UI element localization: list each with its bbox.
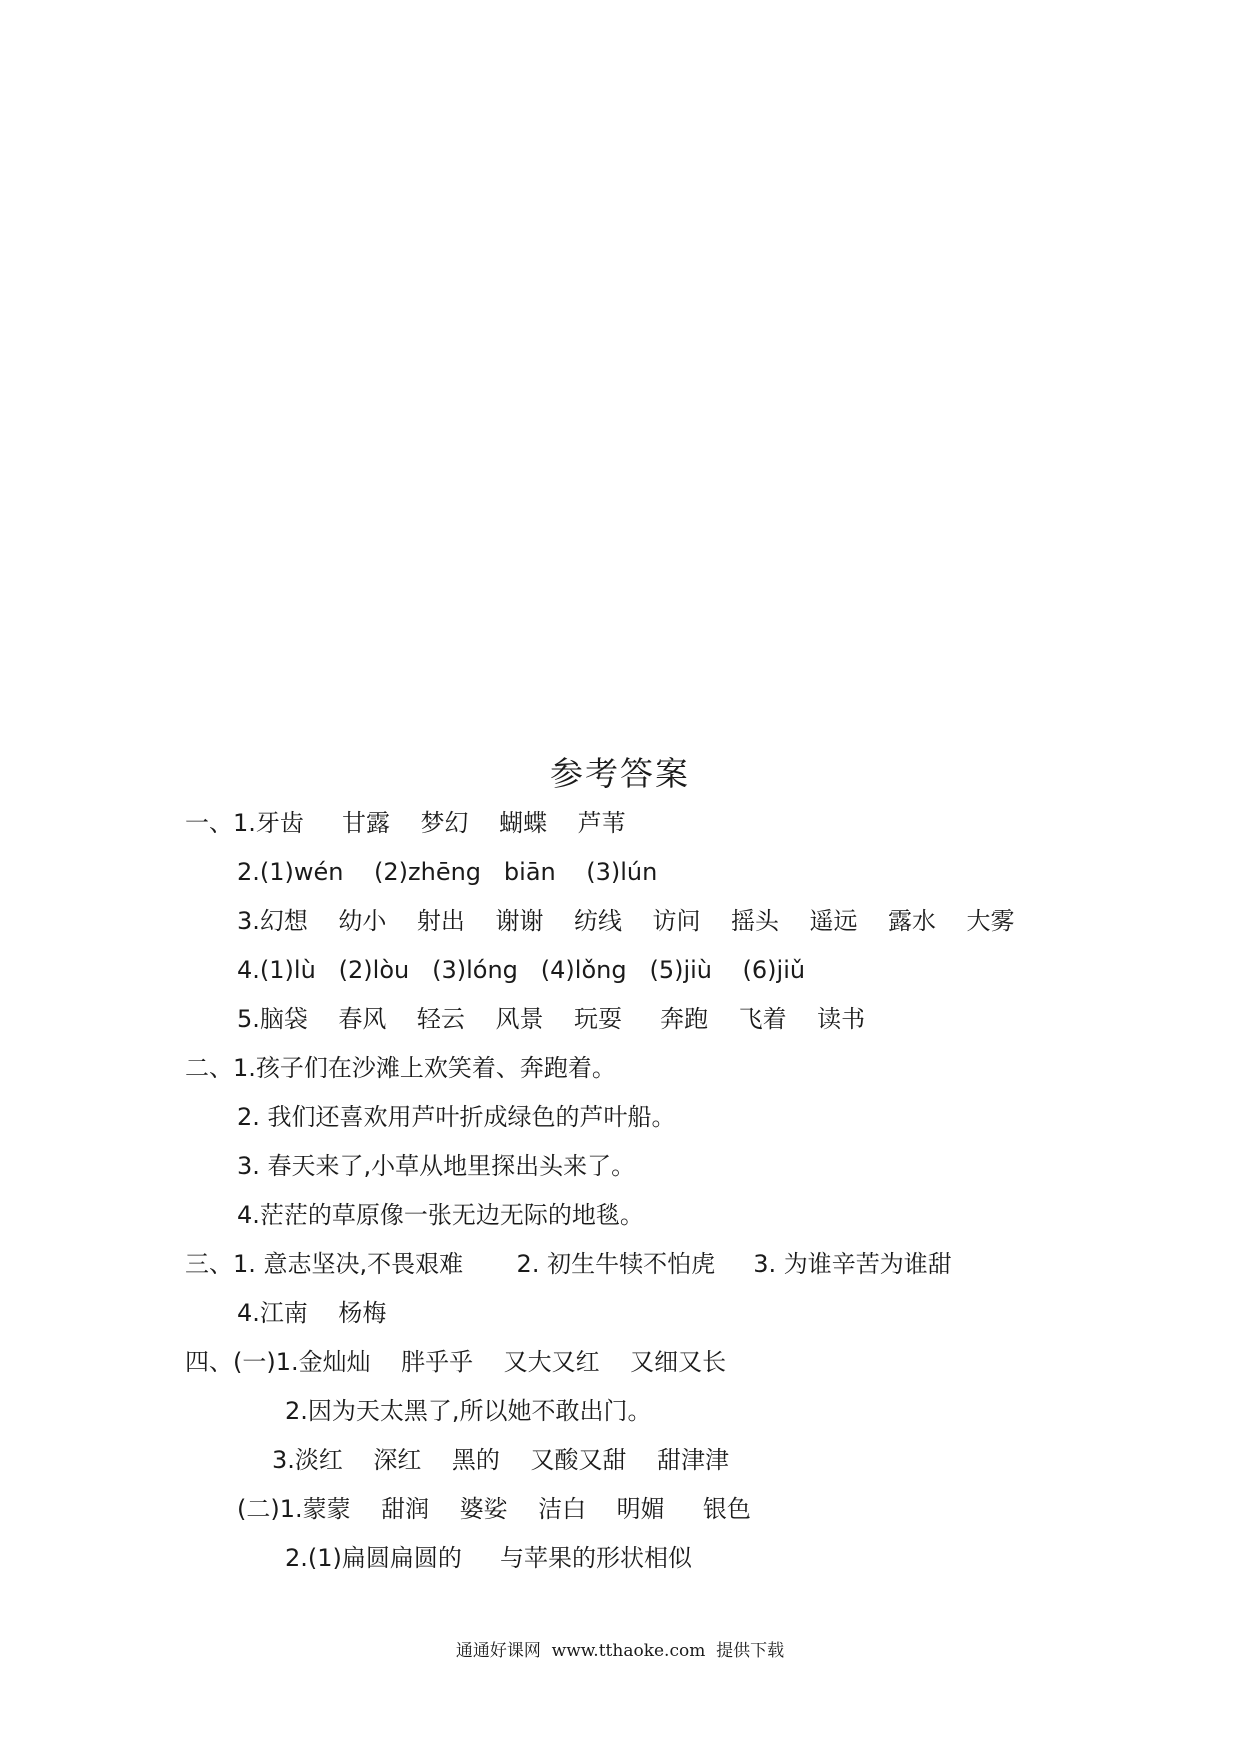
answer-line: 3.淡红 深红 黑的 又酸又甜 甜津津	[272, 1446, 729, 1474]
answer-line: 2.因为天太黑了,所以她不敢出门。	[285, 1397, 652, 1425]
answer-line: 一、1.牙齿 甘露 梦幻 蝴蝶 芦苇	[185, 809, 626, 837]
answer-line: 二、1.孩子们在沙滩上欢笑着、奔跑着。	[185, 1054, 616, 1082]
answer-line: 3.幻想 幼小 射出 谢谢 纺线 访问 摇头 遥远 露水 大雾	[237, 907, 1015, 935]
answer-line: 四、(一)1.金灿灿 胖乎乎 又大又红 又细又长	[185, 1348, 727, 1376]
page-title: 参考答案	[550, 754, 690, 793]
answer-line: 2. 我们还喜欢用芦叶折成绿色的芦叶船。	[237, 1103, 676, 1131]
answer-line: 4.江南 杨梅	[237, 1299, 387, 1327]
answer-line: 三、1. 意志坚决,不畏艰难 2. 初生牛犊不怕虎 3. 为谁辛苦为谁甜	[185, 1250, 952, 1278]
download-footer: 通通好课网 www.tthaoke.com 提供下载	[455, 1641, 785, 1661]
answer-line: 4.(1)lù (2)lòu (3)lóng (4)lǒng (5)jiù (6)jiǔ	[237, 956, 806, 984]
answer-line: 4.茫茫的草原像一张无边无际的地毯。	[237, 1201, 644, 1229]
answer-line: 2.(1)扁圆扁圆的 与苹果的形状相似	[285, 1544, 693, 1572]
answer-line: (二)1.蒙蒙 甜润 婆娑 洁白 明媚 银色	[237, 1495, 751, 1523]
answer-line: 2.(1)wén (2)zhēng biān (3)lún	[237, 858, 658, 886]
answer-line: 3. 春天来了,小草从地里探出头来了。	[237, 1152, 636, 1180]
answer-line: 5.脑袋 春风 轻云 风景 玩耍 奔跑 飞着 读书	[237, 1005, 866, 1033]
